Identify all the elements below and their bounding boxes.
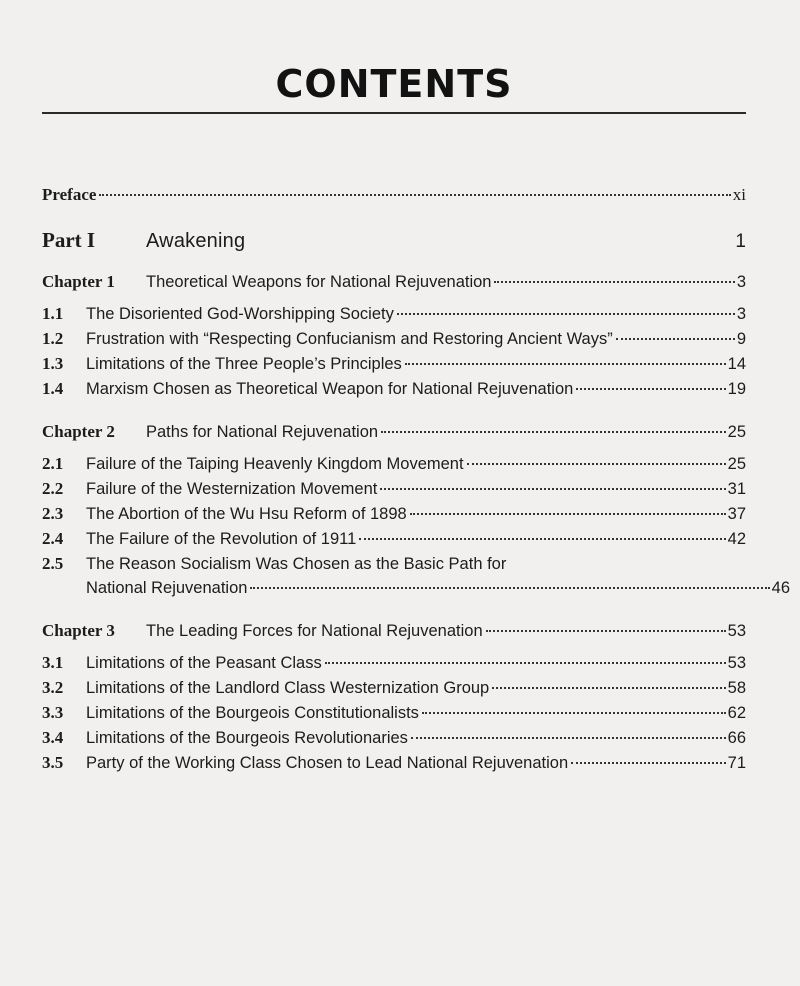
section-number: 2.5	[42, 554, 64, 573]
title-underline	[42, 112, 746, 114]
section-title: The Failure of the Revolution of 1911	[86, 530, 357, 548]
toc-section-1-4[interactable]	[42, 379, 746, 403]
section-title: Limitations of the Peasant Class	[86, 654, 322, 672]
section-title: Frustration with “Respecting Confucianism and Restoring Ancient Ways”	[86, 330, 613, 348]
toc-section-2-2[interactable]	[42, 479, 746, 503]
dot-leader	[325, 662, 726, 664]
page-number: 53	[727, 622, 746, 640]
toc-chapter-2[interactable]	[42, 422, 746, 446]
toc-section-3-3[interactable]	[42, 703, 746, 727]
page-number: 25	[727, 455, 746, 473]
section-title: Limitations of the Three People’s Principles	[86, 355, 402, 373]
section-title: The Abortion of the Wu Hsu Reform of 1898	[86, 505, 407, 523]
section-title-continuation: National Rejuvenation	[86, 579, 248, 597]
toc-section-3-5[interactable]	[42, 753, 746, 777]
section-number: 1.3	[42, 354, 64, 373]
section-number: 1.1	[42, 304, 64, 323]
chapter-number: Chapter 2	[42, 422, 115, 441]
page-number: 9	[736, 330, 746, 348]
section-title: Limitations of the Bourgeois Constitutionalists	[86, 704, 419, 722]
dot-leader	[380, 488, 725, 490]
toc-section-2-1[interactable]	[42, 454, 746, 478]
chapter-title: Theoretical Weapons for National Rejuvenation	[146, 273, 492, 291]
page-number: 31	[727, 480, 746, 498]
toc-section-2-5[interactable]	[42, 554, 746, 578]
part-number: Part I	[42, 228, 96, 252]
chapter-title: The Leading Forces for National Rejuvenation	[146, 622, 483, 640]
page-number: 62	[727, 704, 746, 722]
chapter-number: Chapter 3	[42, 621, 115, 640]
page-number: 46	[771, 579, 790, 597]
section-number: 2.4	[42, 529, 64, 548]
part-title: Awakening	[146, 230, 246, 252]
dot-leader	[250, 587, 769, 589]
dot-leader	[494, 281, 734, 283]
section-title: Marxism Chosen as Theoretical Weapon for National Rejuvenation	[86, 380, 574, 398]
section-number: 3.1	[42, 653, 64, 672]
page-number: 66	[727, 729, 746, 747]
section-number: 3.3	[42, 703, 64, 722]
toc-section-3-4[interactable]	[42, 728, 746, 752]
section-title: Limitations of the Landlord Class Westernization Group	[86, 679, 490, 697]
toc-section-1-3[interactable]	[42, 354, 746, 378]
chapter-number: Chapter 1	[42, 272, 115, 291]
page-number: 1	[735, 231, 746, 252]
dot-leader	[99, 194, 730, 196]
dot-leader	[576, 388, 725, 390]
dot-leader	[397, 313, 735, 315]
toc-chapter-3[interactable]	[42, 621, 746, 645]
chapter-title: Paths for National Rejuvenation	[146, 423, 379, 441]
toc-section-2-3[interactable]	[42, 504, 746, 528]
page-title: CONTENTS	[275, 62, 513, 106]
section-number: 1.2	[42, 329, 64, 348]
toc-section-1-2[interactable]	[42, 329, 746, 353]
dot-leader	[571, 762, 726, 764]
section-number: 1.4	[42, 379, 64, 398]
blank-leader	[248, 241, 733, 243]
page-number: 58	[727, 679, 746, 697]
section-number: 2.1	[42, 454, 64, 473]
dot-leader	[486, 630, 726, 632]
dot-leader	[422, 712, 726, 714]
section-title: The Reason Socialism Was Chosen as the Basic Path for	[86, 555, 507, 573]
dot-leader	[616, 338, 735, 340]
dot-leader	[467, 463, 726, 465]
section-title: Failure of the Westernization Movement	[86, 480, 378, 498]
dot-leader	[405, 363, 726, 365]
section-title: Failure of the Taiping Heavenly Kingdom Movement	[86, 455, 464, 473]
page-number: 37	[727, 505, 746, 523]
dot-leader	[411, 737, 726, 739]
section-number: 2.3	[42, 504, 64, 523]
page-number: 71	[727, 754, 746, 772]
toc-section-1-1[interactable]	[42, 304, 746, 328]
dot-leader	[381, 431, 726, 433]
section-number: 2.2	[42, 479, 64, 498]
dot-leader	[492, 687, 725, 689]
page-number: 19	[727, 380, 746, 398]
page-number: 3	[736, 305, 746, 323]
dot-leader	[359, 538, 725, 540]
toc-section-2-5-continuation[interactable]	[42, 579, 790, 603]
toc-preface[interactable]	[42, 185, 746, 209]
section-title: The Disoriented God-Worshipping Society	[86, 305, 394, 323]
section-number: 3.5	[42, 753, 64, 772]
toc-section-3-1[interactable]	[42, 653, 746, 677]
dot-leader	[410, 513, 726, 515]
page-number: 25	[727, 423, 746, 441]
section-number: 3.4	[42, 728, 64, 747]
toc-part-1[interactable]	[42, 228, 746, 258]
page-number: xi	[732, 185, 746, 204]
preface-label: Preface	[42, 185, 97, 204]
page-number: 53	[727, 654, 746, 672]
section-number: 3.2	[42, 678, 64, 697]
section-title: Party of the Working Class Chosen to Lead National Rejuvenation	[86, 754, 569, 772]
page-number: 14	[727, 355, 746, 373]
toc-section-3-2[interactable]	[42, 678, 746, 702]
page-number: 42	[727, 530, 746, 548]
page-number: 3	[736, 273, 746, 291]
toc-section-2-4[interactable]	[42, 529, 746, 553]
section-title: Limitations of the Bourgeois Revolutionaries	[86, 729, 408, 747]
toc-chapter-1[interactable]	[42, 272, 746, 296]
